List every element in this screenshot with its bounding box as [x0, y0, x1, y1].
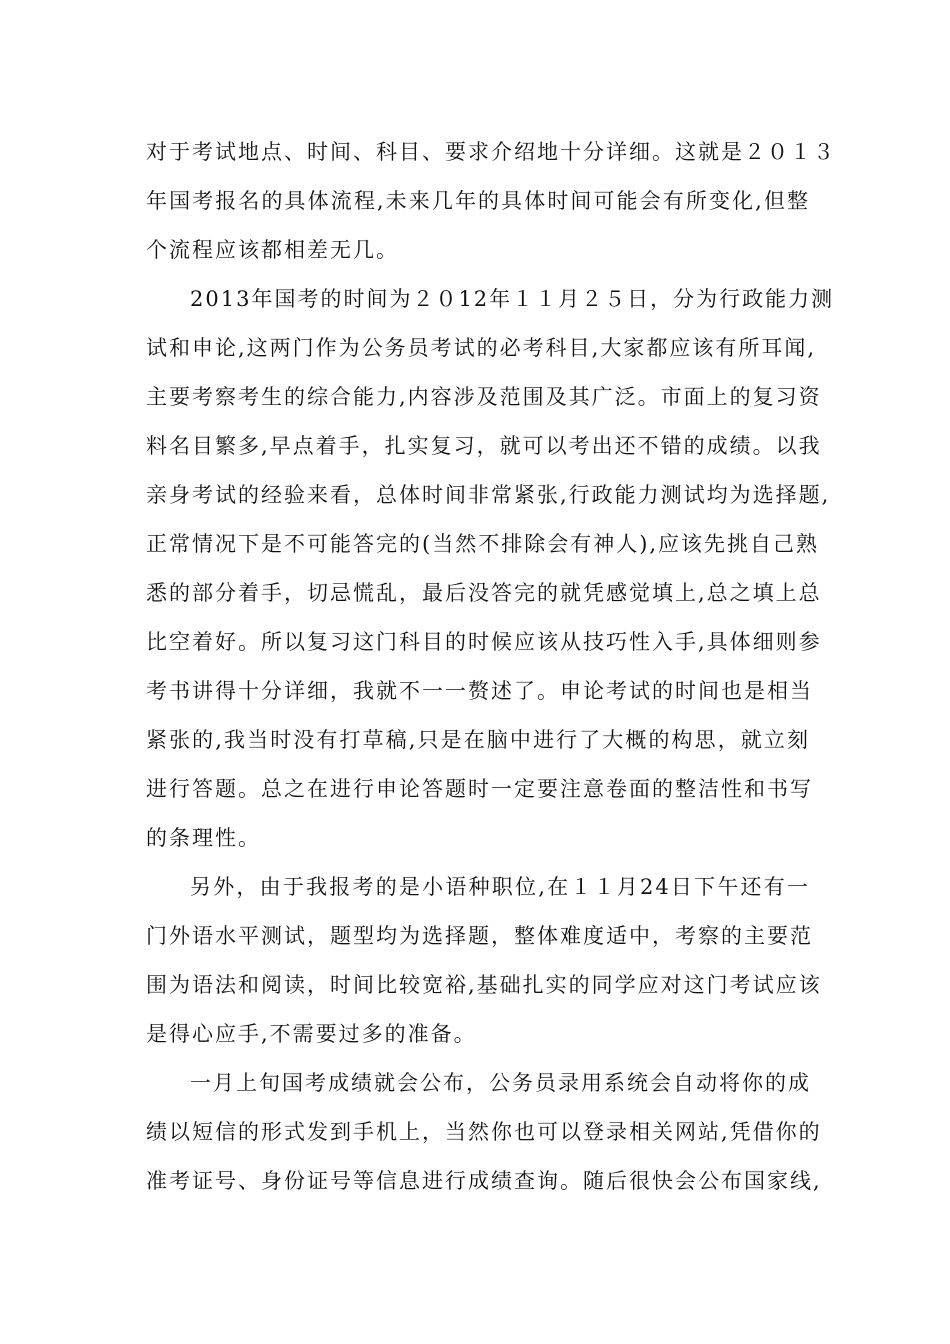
text-line: 2013年国考的时间为２０12年１１月２５日，分为行政能力测 — [190, 287, 835, 311]
paragraph-2 — [146, 277, 835, 865]
text-line: 绩以短信的形式发到手机上，当然你也可以登录相关网站,凭借你的 — [146, 1120, 822, 1144]
text-line: 一月上旬国考成绩就会公布，公务员录用系统会自动将你的成 — [190, 1071, 811, 1095]
text-line: 个流程应该都相差无几。 — [146, 238, 399, 262]
text-line: 另外，由于我报考的是小语种职位,在１１月24日下午还有一 — [190, 875, 810, 899]
text-line: 是得心应手,不需要过多的准备。 — [146, 1022, 477, 1046]
text-line: 亲身考试的经验来看，总体时间非常紧张,行政能力测试均为选择题, — [146, 483, 831, 507]
text-line: 对于考试地点、时间、科目、要求介绍地十分详细。这就是２０１３ — [146, 140, 836, 164]
text-line: 紧张的,我当时没有打草稿,只是在脑中进行了大概的构思，就立刻 — [146, 728, 810, 752]
text-line: 年国考报名的具体流程,未来几年的具体时间可能会有所变化,但整 — [146, 189, 810, 213]
paragraph-1 — [146, 130, 836, 277]
text-line: 的条理性。 — [146, 826, 261, 850]
text-line: 悉的部分着手，切忌慌乱，最后没答完的就凭感觉填上,总之填上总 — [146, 581, 822, 605]
text-line: 考书讲得十分详细，我就不一一赘述了。申论考试的时间也是相当 — [146, 679, 813, 703]
body-text — [146, 130, 836, 1208]
text-line: 正常情况下是不可能答完的(当然不排除会有神人),应该先挑自己熟 — [146, 532, 820, 556]
text-line: 门外语水平测试，题型均为选择题，整体难度适中，考察的主要范 — [146, 924, 813, 948]
text-line: 试和申论,这两门作为公务员考试的必考科目,大家都应该有所耳闻, — [146, 336, 817, 360]
text-line: 准考证号、身份证号等信息进行成绩查询。随后很快会公布国家线, — [146, 1169, 822, 1193]
text-line: 比空着好。所以复习这门科目的时候应该从技巧性入手,具体细则参 — [146, 630, 822, 654]
paragraph-3 — [146, 865, 822, 1061]
text-line: 进行答题。总之在进行申论答题时一定要注意卷面的整洁性和书写 — [146, 777, 813, 801]
paragraph-4 — [146, 1061, 822, 1208]
text-line: 料名目繁多,早点着手，扎实复习，就可以考出还不错的成绩。以我 — [146, 434, 822, 458]
text-line: 围为语法和阅读，时间比较宽裕,基础扎实的同学应对这门考试应该 — [146, 973, 822, 997]
text-line: 主要考察考生的综合能力,内容涉及范围及其广泛。市面上的复习资 — [146, 385, 822, 409]
